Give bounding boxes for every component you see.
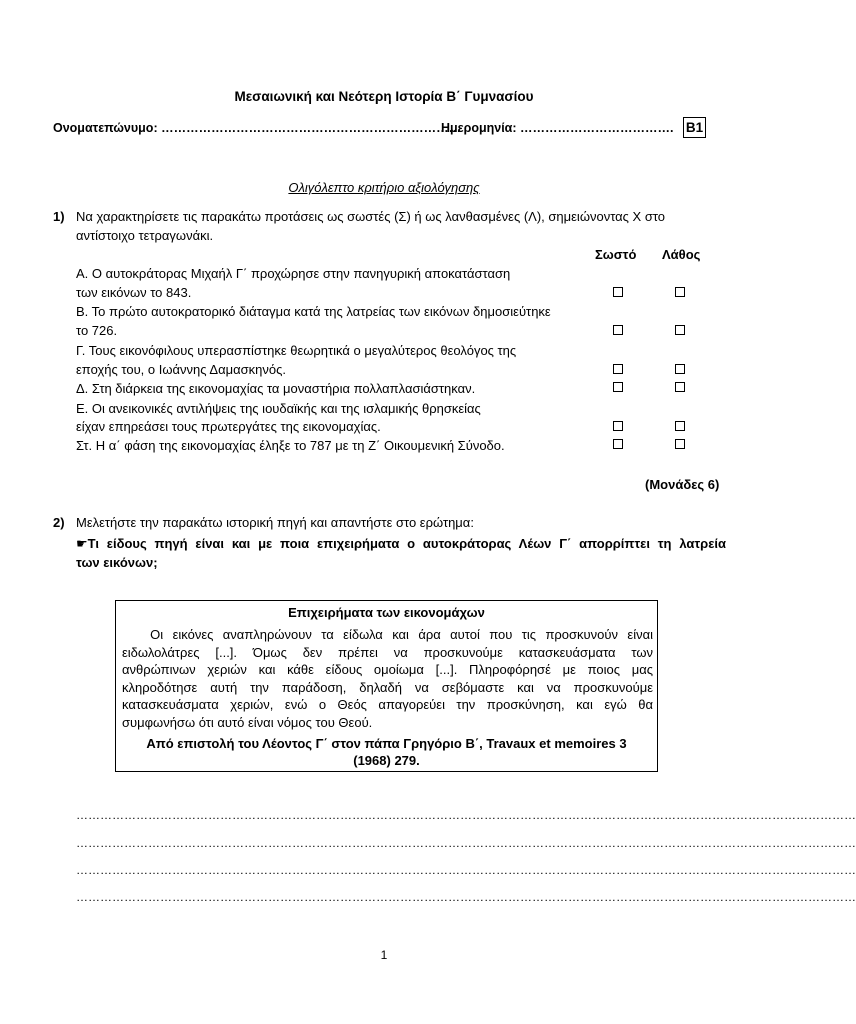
source-line-4: κληροδότησε αυτή την παράδοση, δηλαδή να σεβόμαστε και να προσκυνούμε	[122, 679, 653, 695]
statement-c-false-checkbox[interactable]	[675, 364, 685, 374]
statement-e-line-1: Ε. Οι ανεικονικές αντιλήψεις της ιουδαϊκής και της ισλαμικής θρησκείας	[76, 401, 481, 416]
statement-a-line-2: των εικόνων το 843.	[76, 285, 192, 300]
statement-a-line-1: Α. Ο αυτοκράτορας Μιχαήλ Γ΄ προχώρησε στην πανηγυρική αποκατάσταση	[76, 266, 511, 281]
statement-b-false-checkbox[interactable]	[675, 325, 685, 335]
test-subtitle	[0, 180, 768, 195]
statement-b-true-checkbox[interactable]	[613, 325, 623, 335]
statement-c-line-1: Γ. Τους εικονόφιλους υπερασπίστηκε θεωρητικά ο μεγαλύτερος θεολόγος της	[76, 343, 517, 358]
answer-line-2[interactable]: ……………………………………………………………………………………………………………………………………………………………………………	[76, 836, 856, 850]
source-title: Επιχειρήματα των εικονομάχων	[288, 605, 485, 620]
source-line-1: Οι εικόνες αναπληρώνουν τα είδωλα και άρα αυτοί που τις προσκυνούν είναι	[122, 627, 653, 642]
statement-d-true-checkbox[interactable]	[613, 382, 623, 392]
column-header-true: Σωστό	[595, 247, 637, 262]
statement-a-true-checkbox[interactable]	[613, 287, 623, 297]
statement-b-line-1: Β. Το πρώτο αυτοκρατορικό διάταγμα κατά της λατρείας των εικόνων δημοσιεύτηκε	[76, 304, 551, 319]
source-line-5: κατασκευάσματα χεριών, ενώ ο Θεός απαγορεύει την προσκύνηση, και εγώ θα	[122, 697, 653, 713]
page-title: Μεσαιωνική και Νεότερη Ιστορία Β΄ Γυμνασίου	[234, 89, 534, 104]
column-header-false: Λάθος	[662, 247, 701, 262]
question-1-instruction-line-1: Να χαρακτηρίσετε τις παρακάτω προτάσεις ως σωστές (Σ) ή ως λανθασμένες (Λ), σημειώνοντας Χ στο	[76, 209, 666, 224]
statement-e-line-2: είχαν επηρεάσει τους πρωτεργάτες της εικονομαχίας.	[76, 419, 381, 434]
source-line-3: ανθρώπινων χεριών και κάθε είδους ομοίωμα [...]. Πληροφόρησέ με ποιος μας	[122, 662, 653, 678]
statement-e-true-checkbox[interactable]	[613, 421, 623, 431]
statement-d-false-checkbox[interactable]	[675, 382, 685, 392]
historical-source-box	[115, 600, 658, 772]
date-field: Ημερομηνία: ……………………………….	[441, 121, 674, 135]
statement-f-true-checkbox[interactable]	[613, 439, 623, 449]
page-number: 1	[380, 948, 388, 962]
answer-line-1[interactable]: ……………………………………………………………………………………………………………………………………………………………………………	[76, 808, 856, 822]
question-1-points: (Μονάδες 6)	[645, 477, 720, 492]
question-2-instruction: Μελετήστε την παρακάτω ιστορική πηγή και απαντήστε στο ερώτημα:	[76, 515, 474, 530]
name-field: Ονοματεπώνυμο: ………………………………………………………………	[53, 121, 462, 135]
subtitle-text: Ολιγόλεπτο κριτήριο αξιολόγησης	[288, 180, 480, 195]
statement-b-line-2: το 726.	[76, 323, 118, 338]
statement-e-false-checkbox[interactable]	[675, 421, 685, 431]
source-citation-line-1: Από επιστολή του Λέοντος Γ΄ στον πάπα Γρηγόριο Β΄, Travaux et memoires 3	[146, 736, 627, 751]
question-1-number: 1)	[53, 209, 65, 224]
question-2-number: 2)	[53, 515, 65, 530]
statement-d-line-1: Δ. Στη διάρκεια της εικονομαχίας τα μοναστήρια πολλαπλασιάστηκαν.	[76, 381, 476, 396]
answer-line-4[interactable]: ……………………………………………………………………………………………………………………………………………………………………………	[76, 890, 856, 904]
source-citation-line-2: (1968) 279.	[353, 753, 420, 768]
question-2-prompt	[76, 534, 726, 572]
statement-c-true-checkbox[interactable]	[613, 364, 623, 374]
source-line-2: ειδωλολάτρες [...]. Όμως δεν πρέπει να προσκυνούμε κατασκευάσματα των	[122, 644, 653, 660]
question-2-prompt-line-1: ☛Τι είδους πηγή είναι και με ποια επιχειρήματα ο αυτοκράτορας Λέων Γ΄ απορρίπτει τη λατρεία	[76, 536, 726, 551]
source-line-6: συμφωνήσω ότι αυτό είναι νόμος του Θεού.	[122, 714, 373, 730]
source-text	[122, 626, 653, 732]
answer-line-3[interactable]: ……………………………………………………………………………………………………………………………………………………………………………	[76, 863, 856, 877]
statement-f-line-1: Στ. Η α΄ φάση της εικονομαχίας έληξε το 787 με τη Ζ΄ Οικουμενική Σύνοδο.	[76, 438, 505, 453]
question-2-prompt-line-2: των εικόνων;	[76, 555, 158, 570]
question-1-instruction-line-2: αντίστοιχο τετραγωνάκι.	[76, 228, 214, 243]
statement-f-false-checkbox[interactable]	[675, 439, 685, 449]
statement-a-false-checkbox[interactable]	[675, 287, 685, 297]
statement-c-line-2: εποχής του, ο Ιωάννης Δαμασκηνός.	[76, 362, 286, 377]
source-citation	[116, 735, 657, 769]
test-code-badge: Β1	[683, 117, 706, 138]
